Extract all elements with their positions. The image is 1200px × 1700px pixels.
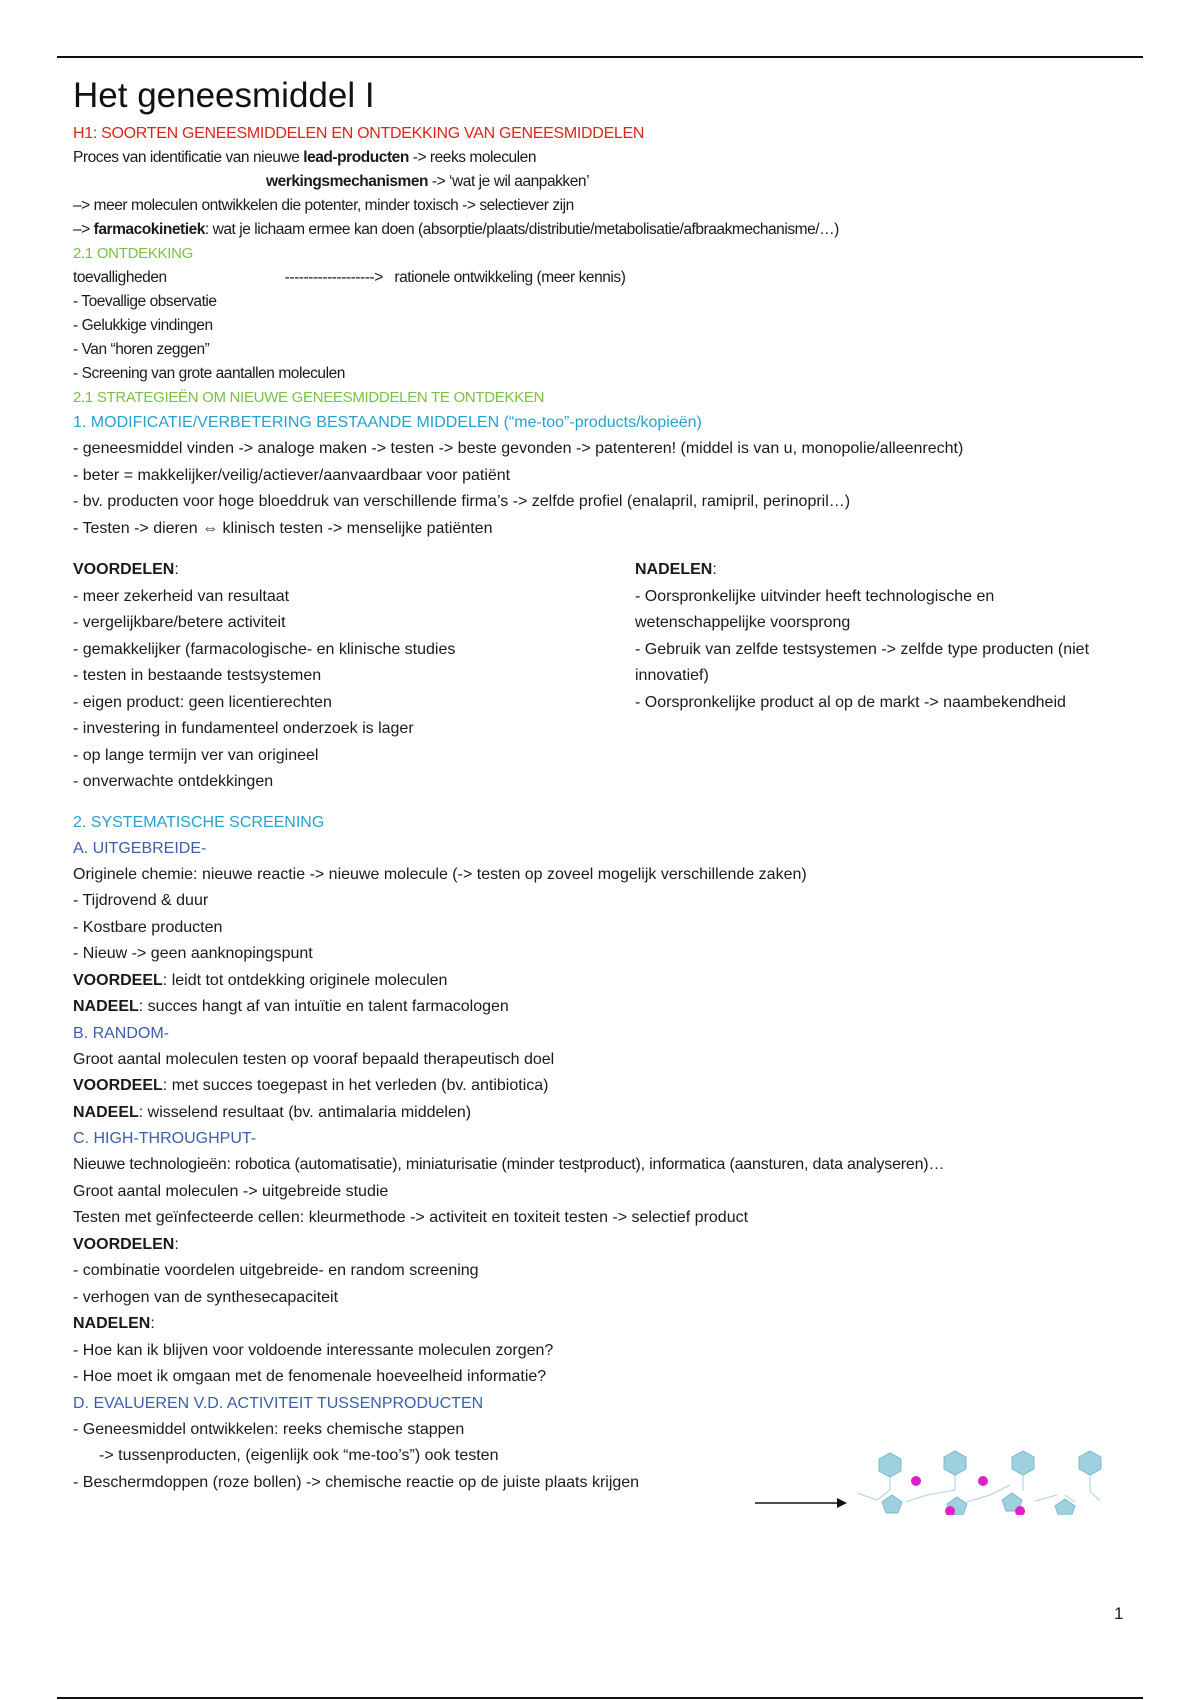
list-item: - Toevallige observatie bbox=[73, 293, 217, 310]
random-nadeel: NADEEL: wisselend resultaat (bv. antimalaria middelen) bbox=[73, 1103, 472, 1121]
list-item: - Van “horen zeggen” bbox=[73, 341, 210, 358]
high-throughput-nadelen-label: NADELEN: bbox=[73, 1315, 155, 1332]
molecule-chain-illustration bbox=[745, 1435, 1125, 1515]
ontdekking-arrow-line: toevalligheden -------------------> rationele ontwikkeling (meer kennis) bbox=[73, 269, 626, 286]
list-item: - Geneesmiddel ontwikkelen: reeks chemische stappen bbox=[73, 1420, 465, 1438]
systematische-screening-heading: 2. SYSTEMATISCHE SCREENING bbox=[73, 813, 325, 831]
list-item: - meer zekerheid van resultaat bbox=[73, 587, 290, 605]
list-item: - Nieuw -> geen aanknopingspunt bbox=[73, 945, 313, 962]
high-throughput-voordelen-label: VOORDELEN: bbox=[73, 1235, 179, 1253]
hexagon-ring bbox=[879, 1453, 901, 1477]
hexagon-ring bbox=[1012, 1451, 1034, 1475]
list-item: -> tussenproducten, (eigenlijk ook “me-too’s”) ook testen bbox=[99, 1447, 499, 1464]
pentagon-ring bbox=[1055, 1499, 1075, 1515]
list-item: - beter = makkelijker/veilig/actiever/aanvaardbaar voor patiënt bbox=[73, 466, 511, 484]
list-item: - Gelukkige vindingen bbox=[73, 317, 213, 334]
random-heading: B. RANDOM- bbox=[73, 1024, 169, 1042]
chapter-heading: H1: SOORTEN GENEESMIDDELEN EN ONTDEKKING VAN GENEESMIDDELEN bbox=[73, 125, 645, 142]
list-item: - Tijdrovend & duur bbox=[73, 892, 209, 909]
list-item: - verhogen van de synthesecapaciteit bbox=[73, 1288, 339, 1306]
list-item: - gemakkelijker (farmacologische- en klinische studies bbox=[73, 640, 456, 658]
random-line: Groot aantal moleculen testen op vooraf bepaald therapeutisch doel bbox=[73, 1050, 555, 1068]
high-throughput-line: Nieuwe technologieën: robotica (automatisatie), miniaturisatie (minder testproduct), informatica (aansturen, data analyseren)… bbox=[73, 1156, 945, 1173]
intro-line-1: Proces van identificatie van nieuwe lead-producten -> reeks moleculen bbox=[73, 149, 537, 166]
list-item: - Testen -> dieren ⇔ klinisch testen -> menselijke patiënten bbox=[73, 519, 493, 537]
list-item: - combinatie voordelen uitgebreide- en random screening bbox=[73, 1262, 479, 1279]
intro-line-4: –> farmacokinetiek: wat je lichaam ermee kan doen (absorptie/plaats/distributie/metabolisatie/afbraakmechanisme/…) bbox=[73, 221, 839, 238]
list-item: - geneesmiddel vinden -> analoge maken -> testen -> beste gevonden -> patenteren! (middel is van u, monopolie/alleenrecht) bbox=[73, 440, 964, 457]
list-item: - Kostbare producten bbox=[73, 918, 223, 936]
arrow-head bbox=[837, 1498, 847, 1508]
list-item: - Screening van grote aantallen moleculen bbox=[73, 365, 345, 382]
intro-line-2: werkingsmechanismen -> ‘wat je wil aanpakken’ bbox=[266, 173, 590, 190]
modificatie-heading: 1. MODIFICATIE/VERBETERING BESTAANDE MIDDELEN (“me-too”-products/kopieën) bbox=[73, 414, 702, 431]
uitgebreide-voordeel: VOORDEEL: leidt tot ontdekking originele moleculen bbox=[73, 971, 448, 989]
document-page bbox=[73, 74, 1133, 1496]
nadelen-label: NADELEN: bbox=[635, 561, 717, 578]
high-throughput-heading: C. HIGH-THROUGHPUT- bbox=[73, 1130, 257, 1147]
pentagon-ring bbox=[882, 1495, 902, 1513]
page-number: 1 bbox=[1114, 1604, 1124, 1623]
high-throughput-line: Groot aantal moleculen -> uitgebreide studie bbox=[73, 1182, 389, 1200]
hexagon-ring bbox=[944, 1451, 966, 1475]
list-item: - testen in bestaande testsystemen bbox=[73, 667, 322, 684]
high-throughput-line: Testen met geïnfecteerde cellen: kleurmethode -> activiteit en toxiteit testen -> selectief product bbox=[73, 1209, 749, 1226]
voordelen-label: VOORDELEN: bbox=[73, 561, 179, 578]
list-item: - Hoe kan ik blijven voor voldoende interessante moleculen zorgen? bbox=[73, 1341, 554, 1359]
uitgebreide-heading: A. UITGEBREIDE- bbox=[73, 839, 207, 857]
list-item: - eigen product: geen licentierechten bbox=[73, 693, 332, 711]
nadelen-column bbox=[635, 557, 1125, 796]
uitgebreide-nadeel: NADEEL: succes hangt af van intuïtie en talent farmacologen bbox=[73, 998, 509, 1015]
pros-cons-columns bbox=[73, 557, 1133, 796]
top-rule bbox=[57, 56, 1143, 58]
random-voordeel: VOORDEEL: met succes toegepast in het verleden (bv. antibiotica) bbox=[73, 1077, 549, 1094]
page-title: Het geneesmiddel I bbox=[73, 76, 375, 115]
list-item: - Oorspronkelijke uitvinder heeft technologische en wetenschappelijke voorsprong bbox=[635, 587, 995, 631]
list-item: - Beschermdoppen (roze bollen) -> chemische reactie op de juiste plaats krijgen bbox=[73, 1473, 640, 1491]
list-item: - bv. producten voor hoge bloeddruk van verschillende firma’s -> zelfde profiel (enalapril, ramipril, perinopril…) bbox=[73, 493, 851, 510]
intro-line-3: –> meer moleculen ontwikkelen die potenter, minder toxisch -> selectiever zijn bbox=[73, 197, 574, 214]
list-item: - Oorspronkelijke product al op de markt -> naambekendheid bbox=[635, 693, 1066, 711]
pink-ball bbox=[978, 1476, 988, 1486]
hexagon-ring bbox=[1079, 1451, 1101, 1475]
list-item: - investering in fundamenteel onderzoek is lager bbox=[73, 720, 414, 737]
pink-ball bbox=[911, 1476, 921, 1486]
voordelen-column bbox=[73, 557, 635, 796]
strategieen-heading: 2.1 STRATEGIEËN OM NIEUWE GENEESMIDDELEN TE ONTDEKKEN bbox=[73, 389, 545, 406]
bottom-rule bbox=[57, 1697, 1143, 1699]
uitgebreide-line: Originele chemie: nieuwe reactie -> nieuwe molecule (-> testen op zoveel mogelijk verschillende zaken) bbox=[73, 865, 807, 883]
list-item: - vergelijkbare/betere activiteit bbox=[73, 614, 286, 631]
list-item: - op lange termijn ver van origineel bbox=[73, 746, 319, 764]
list-item: - Gebruik van zelfde testsystemen -> zelfde type producten (niet innovatief) bbox=[635, 640, 1090, 684]
list-item: - Hoe moet ik omgaan met de fenomenale hoeveelheid informatie? bbox=[73, 1368, 547, 1385]
list-item: - onverwachte ontdekkingen bbox=[73, 773, 274, 790]
tussenproducten-heading: D. EVALUEREN V.D. ACTIVITEIT TUSSENPRODUCTEN bbox=[73, 1394, 484, 1412]
section-2-1-heading: 2.1 ONTDEKKING bbox=[73, 245, 193, 262]
